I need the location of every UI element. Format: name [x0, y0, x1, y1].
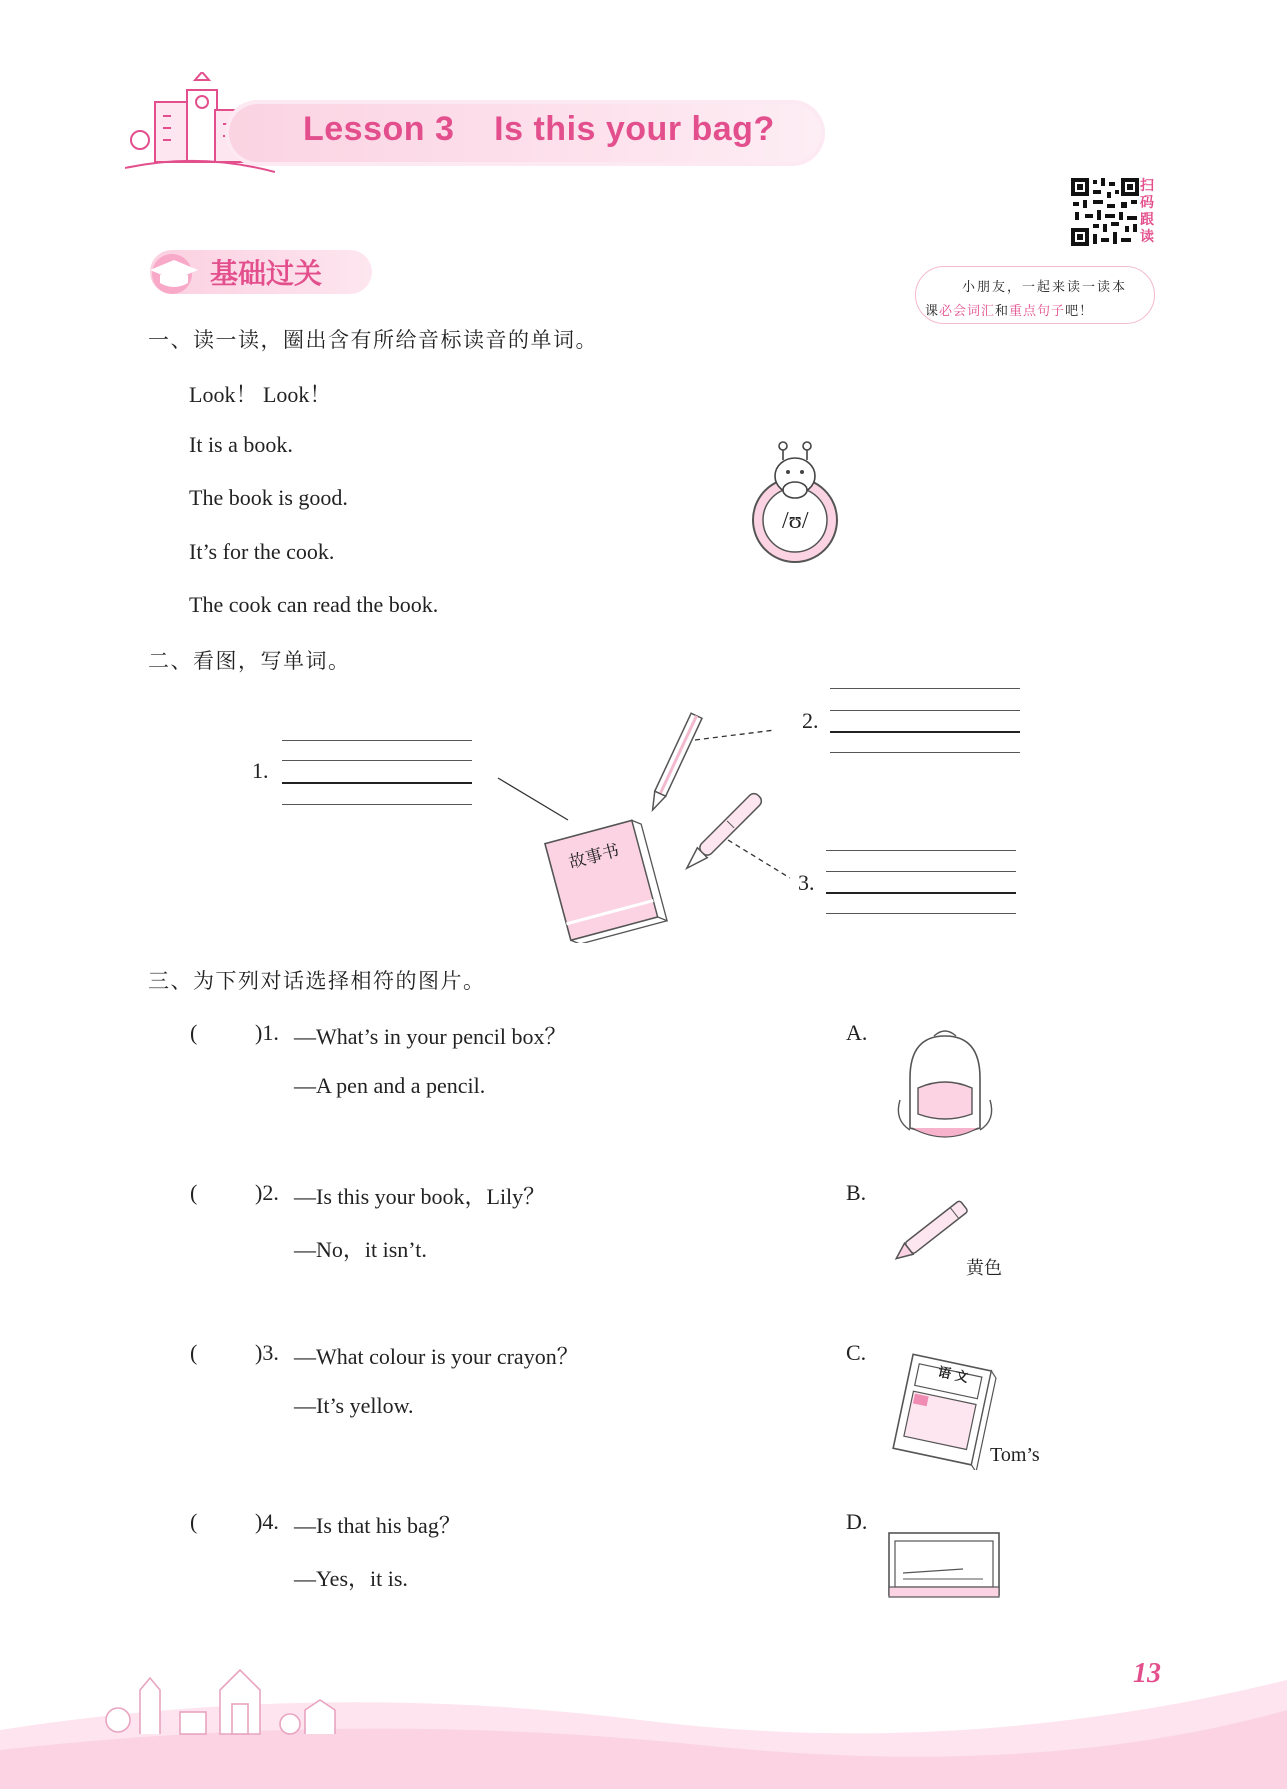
part3-heading: 三、为下列对话选择相符的图片。 [148, 969, 486, 993]
giraffe-icon [745, 440, 845, 565]
pencil-box-icon [883, 1525, 1007, 1605]
answer-paren[interactable]: ( [190, 1180, 198, 1205]
option-d-label: D. [846, 1509, 868, 1534]
option-b-label: B. [846, 1180, 867, 1205]
writing-line [830, 688, 1020, 689]
item-4-question: —Is that his bag？ [294, 1513, 461, 1538]
town-skyline-icon [100, 1650, 340, 1740]
textbook-caption: Tom’s [990, 1444, 1040, 1466]
blank-label-2: 2. [802, 708, 819, 733]
textbook-cover-text: 语 文 [936, 1364, 970, 1386]
item-3-question: —What colour is your crayon？ [294, 1344, 579, 1369]
writing-line[interactable] [826, 892, 1016, 894]
item-1-answer: —A pen and a pencil. [294, 1073, 486, 1098]
reading-line-2: It is a book. [189, 432, 293, 457]
blank-label-3: 3. [798, 870, 815, 895]
answer-paren[interactable]: ( [190, 1509, 198, 1534]
storybook-label: 故事书 [566, 840, 622, 874]
writing-line [830, 752, 1020, 753]
writing-line [282, 804, 472, 805]
storybook-icon [535, 808, 670, 943]
reading-line-4: It’s for the cook. [189, 539, 335, 564]
writing-line[interactable] [830, 731, 1020, 733]
writing-line [282, 740, 472, 741]
reading-line-3: The book is good. [189, 485, 348, 510]
qr-code-icon[interactable] [1071, 178, 1139, 246]
page-number: 13 [1133, 1658, 1161, 1689]
crayon-caption: 黄色 [966, 1258, 1002, 1279]
scan-to-read-label: 扫码跟读 [1140, 178, 1154, 245]
answer-paren[interactable]: ( [190, 1020, 198, 1045]
item-3-answer: —It’s yellow. [294, 1393, 414, 1418]
writing-line [826, 913, 1016, 914]
part2-heading: 二、看图，写单词。 [148, 649, 351, 673]
pen-icon [665, 780, 775, 890]
item-3-num: )3. [255, 1340, 279, 1365]
writing-line [826, 871, 1016, 872]
part1-heading: 一、读一读，圈出含有所给音标读音的单词。 [148, 328, 598, 352]
reading-line-1: Look！ Look！ [189, 382, 332, 407]
writing-line [282, 760, 472, 761]
item-4-answer: —Yes，it is. [294, 1566, 408, 1591]
writing-line[interactable] [282, 782, 472, 784]
tip-line-2: 课必会词汇和重点句子吧！ [925, 304, 1094, 319]
item-2-question: —Is this your book，Lily？ [294, 1184, 546, 1209]
item-2-answer: —No，it isn’t. [294, 1237, 427, 1262]
section-title: 基础过关 [210, 257, 323, 290]
lesson-title: Lesson 3 Is this your bag? [303, 110, 775, 148]
option-a-label: A. [846, 1020, 868, 1045]
schoolbag-icon [890, 1028, 1000, 1143]
answer-paren[interactable]: ( [190, 1340, 198, 1365]
blank-label-1: 1. [252, 758, 269, 783]
reading-line-5: The cook can read the book. [189, 592, 439, 617]
writing-line [826, 850, 1016, 851]
graduation-cap-icon [146, 250, 202, 296]
tip-line-1: 小朋友，一起来读一读本 [962, 280, 1128, 295]
writing-line [830, 710, 1020, 711]
item-2-num: )2. [255, 1180, 279, 1205]
item-4-num: )4. [255, 1509, 279, 1534]
phonetic-symbol: /ʊ/ [782, 508, 809, 534]
item-1-num: )1. [255, 1020, 279, 1045]
option-c-label: C. [846, 1340, 867, 1365]
item-1-question: —What’s in your pencil box？ [294, 1024, 567, 1049]
